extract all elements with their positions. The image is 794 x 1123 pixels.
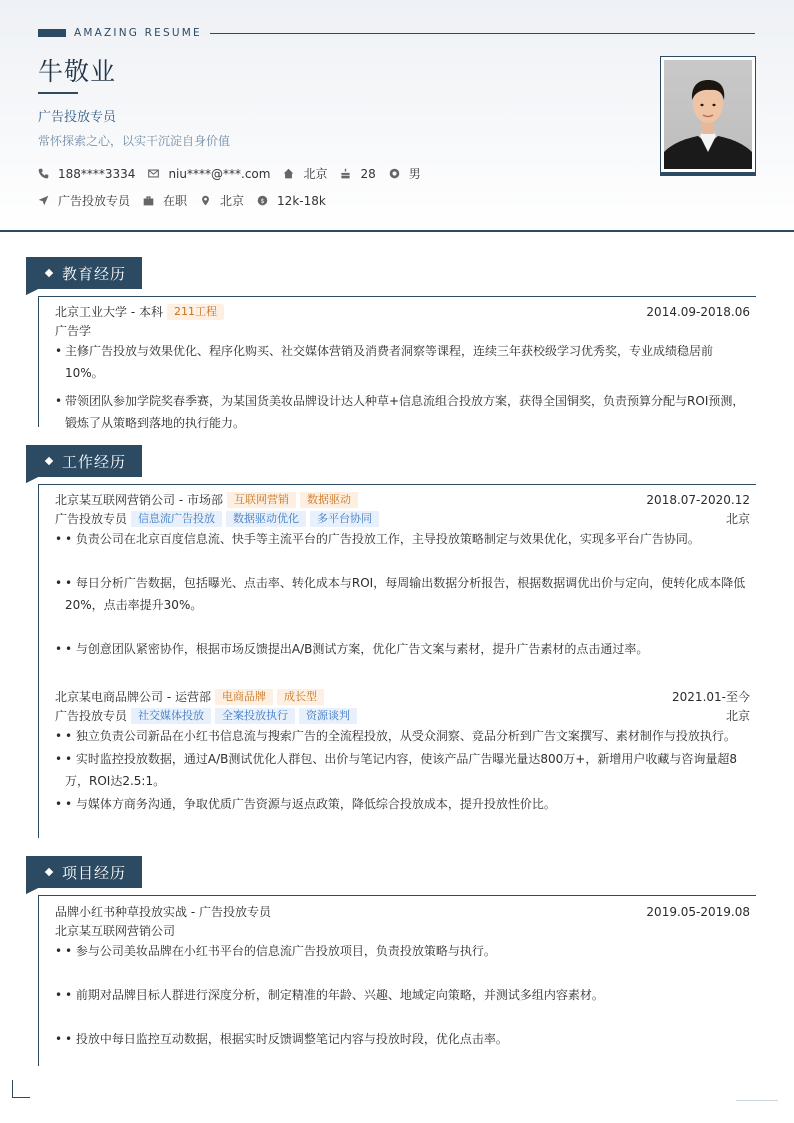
intent-salary bbox=[257, 194, 326, 208]
contact-email bbox=[148, 167, 270, 181]
motto: 常怀探索之心，以实干沉淀自身价值 bbox=[38, 134, 231, 148]
company-tag: 电商品牌 bbox=[215, 689, 273, 705]
intent-city-text: 北京 bbox=[220, 194, 245, 208]
skill-tag: 全案投放执行 bbox=[215, 708, 295, 724]
brand-row bbox=[38, 27, 202, 39]
section-title-education bbox=[26, 257, 142, 289]
skill-tag: 数据驱动优化 bbox=[226, 511, 306, 527]
salary-icon bbox=[257, 195, 268, 206]
contact-phone bbox=[38, 167, 135, 181]
home-text: 北京 bbox=[303, 167, 328, 181]
age-text: 28 bbox=[360, 166, 376, 181]
work-date: 2018.07-2020.12 bbox=[646, 492, 750, 507]
company-tag: 成长型 bbox=[277, 689, 324, 705]
project-header bbox=[55, 902, 750, 921]
section-education-label: 教育经历 bbox=[62, 264, 127, 283]
diamond-icon bbox=[45, 269, 53, 277]
svg-text:$: $ bbox=[260, 197, 265, 205]
intent-status-text: 在职 bbox=[163, 194, 188, 208]
contact-gender bbox=[389, 165, 421, 182]
work-date: 2021.01-至今 bbox=[672, 690, 750, 704]
diamond-icon bbox=[45, 457, 53, 465]
profile-photo bbox=[664, 60, 752, 169]
education-major: 广告学 bbox=[55, 324, 92, 338]
project-entry bbox=[55, 902, 750, 1050]
phone-icon bbox=[38, 168, 49, 179]
education-bullet: • 主修广告投放与效果优化、程序化购买、社交媒体营销及消费者洞察等课程，连续三年获校级学习优秀奖，专业成绩稳居前10%。 bbox=[55, 340, 750, 384]
section-work-label: 工作经历 bbox=[62, 452, 127, 471]
contact-home bbox=[283, 165, 327, 182]
intent-position-text: 广告投放专员 bbox=[58, 194, 131, 208]
company-name: 北京某互联网营销公司 - 市场部 bbox=[55, 493, 223, 507]
page-corner-mark bbox=[12, 1080, 30, 1098]
work-role: 广告投放专员 bbox=[55, 709, 128, 723]
intent-row bbox=[38, 192, 339, 209]
work-header bbox=[55, 687, 750, 706]
section-divider bbox=[38, 296, 756, 297]
intent-city bbox=[200, 192, 244, 209]
brand-bar bbox=[38, 29, 66, 37]
work-city: 北京 bbox=[725, 512, 750, 526]
company-tag: 互联网营销 bbox=[227, 492, 296, 508]
name-underline bbox=[38, 92, 78, 94]
section-project-label: 项目经历 bbox=[62, 863, 127, 882]
gender-icon bbox=[389, 168, 400, 179]
skill-tag: 多平台协同 bbox=[310, 511, 379, 527]
job-title: 广告投放专员 bbox=[38, 110, 117, 125]
contact-age bbox=[340, 167, 375, 181]
profile-photo-frame bbox=[660, 56, 756, 173]
project-bullet: • • 参与公司美妆品牌在小红书平台的信息流广告投放项目，负责投放策略与执行。 bbox=[55, 940, 750, 962]
work-bullet: • • 独立负责公司新品在小红书信息流与搜索广告的全流程投放，从受众洞察、竞品分析到广告文案撰写、素材制作与投放执行。 bbox=[55, 725, 750, 747]
brand-text: AMAZING RESUME bbox=[74, 27, 202, 39]
skill-tag: 资源谈判 bbox=[299, 708, 357, 724]
gender-text: 男 bbox=[408, 167, 421, 181]
work-bullet: • • 负责公司在北京百度信息流、快手等主流平台的广告投放工作，主导投放策略制定与效果优化，实现多平台广告协同。 bbox=[55, 528, 750, 550]
section-divider bbox=[38, 895, 756, 896]
section-divider bbox=[38, 484, 756, 485]
skill-tag: 信息流广告投放 bbox=[131, 511, 222, 527]
contact-row bbox=[38, 165, 434, 182]
send-icon bbox=[38, 195, 49, 206]
diamond-icon bbox=[45, 868, 53, 876]
section-timeline bbox=[38, 895, 39, 1066]
education-bullet: • 带领团队参加学院奖春季赛，为某国货美妆品牌设计达人种草+信息流组合投放方案，获得全国铜奖，负责预算分配与ROI预测，锻炼了从策略到落地的执行能力。 bbox=[55, 390, 750, 434]
intent-position bbox=[38, 192, 130, 209]
project-bullet: • • 前期对品牌目标人群进行深度分析，制定精准的年龄、兴趣、地域定向策略，并测试多组内容素材。 bbox=[55, 984, 750, 1006]
intent-status bbox=[143, 192, 187, 209]
company-tag: 数据驱动 bbox=[300, 492, 358, 508]
work-entry bbox=[55, 687, 750, 815]
education-entry bbox=[55, 302, 750, 434]
briefcase-icon bbox=[143, 195, 154, 206]
section-timeline bbox=[38, 484, 39, 838]
work-header bbox=[55, 490, 750, 509]
skill-tag: 社交媒体投放 bbox=[131, 708, 211, 724]
work-city: 北京 bbox=[725, 709, 750, 723]
brand-divider bbox=[210, 33, 755, 34]
work-bullet: • • 每日分析广告数据，包括曝光、点击率、转化成本与ROI，每周输出数据分析报告，根据数据调优出价与定向，使转化成本降低20%，点击率提升30%。 bbox=[55, 572, 750, 616]
project-title: 品牌小红书种草投放实战 - 广告投放专员 bbox=[55, 905, 271, 919]
home-icon bbox=[283, 168, 294, 179]
school-tag: 211工程 bbox=[167, 304, 224, 320]
person-silhouette bbox=[664, 60, 752, 169]
resume-header bbox=[0, 0, 794, 232]
section-title-work bbox=[26, 445, 142, 477]
intent-salary-text: 12k-18k bbox=[277, 193, 326, 208]
phone-text: 188****3334 bbox=[58, 166, 136, 181]
company-name: 北京某电商品牌公司 - 运营部 bbox=[55, 690, 211, 704]
education-date: 2014.09-2018.06 bbox=[646, 304, 750, 319]
work-bullet: • • 与创意团队紧密协作，根据市场反馈提出A/B测试方案，优化广告文案与素材，提升广告素材的点击通过率。 bbox=[55, 638, 750, 660]
project-date: 2019.05-2019.08 bbox=[646, 904, 750, 919]
candidate-name: 牛敬业 bbox=[38, 57, 117, 86]
school-name: 北京工业大学 - 本科 bbox=[55, 305, 163, 319]
mail-icon bbox=[148, 168, 159, 179]
section-title-project bbox=[26, 856, 142, 888]
work-bullet: • • 实时监控投放数据，通过A/B测试优化人群包、出价与笔记内容，使该产品广告曝光量达800万+，新增用户收藏与咨询量超8万，ROI达2.5:1。 bbox=[55, 748, 750, 792]
work-bullet: • • 与媒体方商务沟通，争取优质广告资源与返点政策，降低综合投放成本，提升投放性价比。 bbox=[55, 793, 750, 815]
project-org-row bbox=[55, 921, 750, 940]
work-role-row bbox=[55, 509, 750, 528]
work-entry bbox=[55, 490, 750, 660]
work-role: 广告投放专员 bbox=[55, 512, 128, 526]
project-bullet: • • 投放中每日监控互动数据，根据实时反馈调整笔记内容与投放时段，优化点击率。 bbox=[55, 1028, 750, 1050]
cake-icon bbox=[340, 168, 351, 179]
page-footer-line bbox=[736, 1100, 778, 1101]
project-org: 北京某互联网营销公司 bbox=[55, 924, 176, 938]
education-header bbox=[55, 302, 750, 321]
education-major-row bbox=[55, 321, 750, 340]
work-role-row bbox=[55, 706, 750, 725]
section-timeline bbox=[38, 296, 39, 427]
location-icon bbox=[200, 195, 211, 206]
email-text: niu****@***.com bbox=[168, 166, 271, 181]
